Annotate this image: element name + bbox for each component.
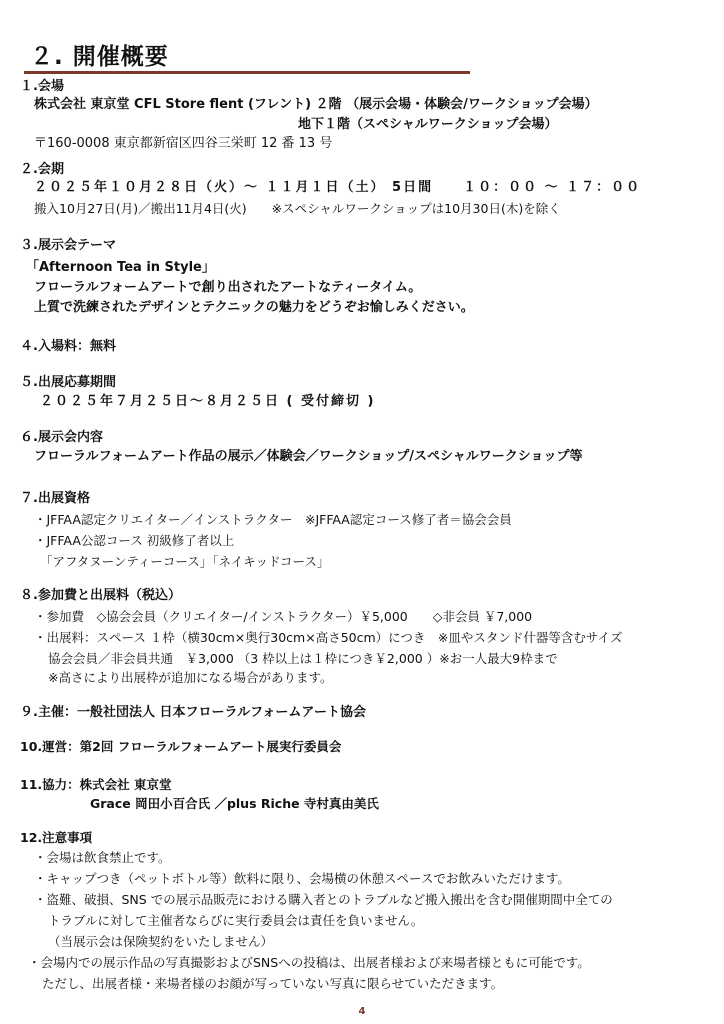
theme-line: フローラルフォームアートで創り出されたアートなティータイム。 [34,280,422,295]
section-heading-notes: 12.注意事項 [20,830,93,845]
content-line: フローラルフォームアート作品の展示／体験会／ワークショップ/スペシャルワークショップ等 [34,449,583,464]
eligibility-courses: 「アフタヌーンティーコース」「ネイキッドコース」 [40,554,330,569]
fee-participation: ・参加費 ◇協会会員（クリエイター/インストラクター）￥5,000 ◇非会員 ￥7,000 [34,609,533,624]
note-item: ・会場は飲食禁止です。 [34,850,171,865]
fee-exhibition: ・出展料：スペース １枠（横30cm×奥行30cm×高さ50cm）につき ※皿やスタンド什器等含むサイズ [34,630,623,645]
venue-address: 〒160-0008 東京都新宿区四谷三栄町 12 番 13 号 [34,136,333,151]
section-heading-management: 10.運営：第2回 フローラルフォームアート展実行委員会 [20,739,342,754]
note-item-continued: トラブルに対して主催者ならびに実行委員会は責任を負いません。 [48,913,424,928]
note-item: ・キャップつき（ペットボトル等）飲料に限り、会場横の休憩スペースでお飲みいただけます。 [34,871,570,886]
eligibility-item: ・JFFAA認定クリエイター／インストラクター ※JFFAA認定コース修了者＝協会会員 [34,512,512,527]
section-heading-period: ２.会期 [20,162,64,177]
period-setup: 搬入10月27日(月)／搬出11月4日(火) ※スペシャルワークショップは10月30日(木)を除く [34,201,561,216]
section-heading-application: ５.出展応募期間 [20,375,116,390]
section-heading-organizer: ９.主催：一般社団法人 日本フローラルフォームアート協会 [20,705,367,720]
fee-exhibition-detail: 協会会員／非会員共通 ￥3,000 （3 枠以上は１枠につき￥2,000 ）※お一人最大9枠まで [48,651,558,666]
section-heading-venue: １.会場 [20,79,64,94]
page-number: 4 [358,1006,366,1017]
cooperation-line: Grace 岡田小百合氏 ／plus Riche 寺村真由美氏 [90,796,379,811]
note-item-continued: （当展示会は保険契約をいたしません） [48,934,274,949]
period-dates: ２０２５年１０月２８日（火）～ １１月１日（土） 5日間 １０：００ ～ １７：００ [34,180,642,195]
section-heading-cooperation: 11.協力：株式会社 東京堂 [20,777,172,792]
note-item: ・会場内での展示作品の写真撮影およびSNSへの投稿は、出展者様および来場者様ともに可能です。 [28,955,590,970]
section-heading-entrance-fee: ４.入場料：無料 [20,339,116,354]
title-underline [24,71,470,74]
theme-title: 「Afternoon Tea in Style」 [26,260,215,275]
theme-line: 上質で洗練されたデザインとテクニックの魅力をどうぞお愉しみください。 [34,300,474,315]
venue-line: 株式会社 東京堂 CFL Store flent (フレント) ２階 （展示会場・体験会/ワークショップ会場） [34,97,598,112]
section-heading-theme: ３.展示会テーマ [20,238,116,253]
venue-line: 地下１階（スペシャルワークショップ会場） [298,117,558,132]
eligibility-item: ・JFFAA公認コース 初級修了者以上 [34,533,235,548]
application-dates: ２０２５年７月２５日～８月２５日 ( 受付締切 ) [40,394,376,409]
section-heading-fees: ８.参加費と出展料（税込） [20,588,181,603]
note-item-continued: ただし、出展者様・来場者様のお顔が写っていない写真に限らせていただきます。 [42,976,504,991]
page-title: ２. 開催概要 [30,44,169,70]
note-item: ・盗難、破損、SNS での展示品販売における購入者とのトラブルなど搬入搬出を含む開催期間中全ての [34,892,613,907]
fee-note: ※高さにより出展枠が追加になる場合があります。 [48,670,333,685]
section-heading-content: ６.展示会内容 [20,430,103,445]
section-heading-eligibility: ７.出展資格 [20,491,90,506]
